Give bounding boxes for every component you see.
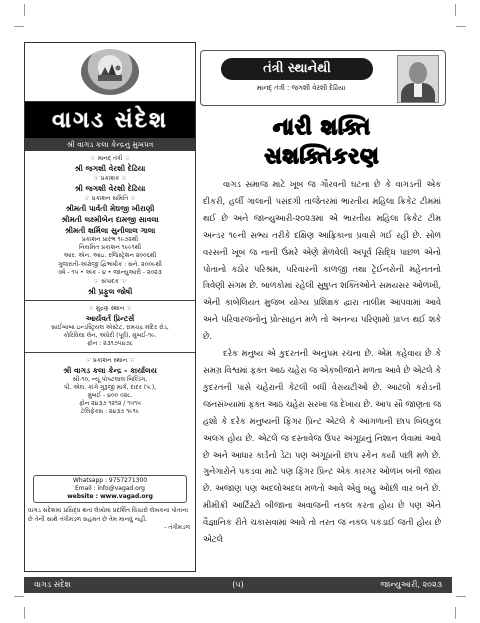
logo-area — [25, 43, 195, 102]
credit-name: શ્રી જગશી વેરશી દેઢિયા — [74, 184, 146, 193]
article-paragraph: વાગડ સમાજ માટે ખૂબ જ ગૌરવની ઘટના છે કે વાગડની એક દીકરી, હર્લી ગાલાની પસંદગી તાજેતરમાં ભારતીય મહિલા ક્રિકેટ ટીમમાં થઈ છે અને જાન્યુઆરી-૨૦૨૩માં એ ભારતીય મહિલા ક્રિકેટ ટીમ અન્ડર ૧૯ની સભ્ય તરીકે દક્ષિણ આફ્રિકાના પ્રવાસે ગઈ રહી છે. સોળ વરસની ખૂબ જ નાની ઉંમરે એણે મેળવેલી અપૂર્વ સિદ્ધિ પાછળ એનો પોતાનો કઠોર પરિશ્રમ, પરિવારની કાળજી તથા ટ્રેઈનરોની મહેનતનો ત્રિવેણી સંગમ છે. બાળકોમાં રહેલી સુષુપ્ત શક્તિઓને સમયસર ઓળખી, એની કાબેલિયત મુજબ યોગ્ય પ્રશિક્ષક દ્વારા તાલીમ આપવામાં આવે અને પરિવારજનોનું પ્રોત્સાહન મળે તો અનન્ય પરિણામો પ્રાપ્ત થઈ શકે છે. — [203, 179, 441, 342]
credit-caption: ☞ માનદ્ તંત્રી ☜ — [90, 155, 130, 162]
publisher-address: મુંબઈ - ૪૦૦ ૦૨૮. — [87, 392, 133, 400]
article-headline-line1: નારી શક્તિ — [272, 114, 372, 139]
masthead-subtitle: શ્રી વાગડ કલા કેન્દ્રનું મુખપત્ર — [25, 138, 195, 151]
printer-address: કોરિવિલા લેન, અંધેરી (પૂર્વ), મુંબઈ-૧૯. — [63, 332, 157, 340]
registration-line: નિયમિત પ્રકાશન ૧૯૯૧થી — [78, 244, 142, 252]
disclaimer — [28, 507, 190, 533]
divider — [25, 352, 195, 353]
photo-collar — [414, 83, 422, 97]
printer-caption: ☞ મુદ્રણ સ્થાન ☜ — [88, 305, 132, 313]
footer-magazine-name: વાગડ સંદેશ — [34, 580, 71, 589]
credit-name: શ્રી જગશી વેરશી દેઢિયા — [74, 164, 146, 173]
editor-caption: ☞ સંપાદક ☜ — [93, 278, 127, 286]
divider — [25, 300, 195, 301]
masthead-title: વાગડ સંદેશ — [25, 102, 195, 138]
publisher-phone: ફોન ૨૪૩૭ ૧૨૧૨ / ૧૫૧૫ — [78, 400, 141, 408]
committee-member: શ્રીમતી લક્ષ્મીબેન દામજી સાવલા — [61, 215, 159, 224]
page-number: (૫) — [232, 580, 244, 589]
whatsapp-number: Whatsapp : 9757271300 — [72, 477, 148, 484]
issue-line: વર્ષ - ૧૫ • અંક - ૪ • જાન્યુઆરી - ૨૦૨૩ — [58, 268, 162, 276]
crop-mark — [455, 607, 456, 619]
publisher-telefax: ટેલિફેક્સ : ૨૪૩૭ ૧૯૧૯ — [80, 408, 140, 416]
committee-member: શ્રીમતી શર્મિલા સુનીલાલ ગાલા — [64, 226, 156, 235]
photo-head — [409, 62, 427, 84]
committee-member: શ્રીમતી પાર્વતી મેઘજી ખીરાણી — [65, 204, 155, 213]
publisher-name: શ્રી વાગડ કલા કેન્દ્ર - કાર્યાલય — [63, 365, 157, 375]
contact-box — [33, 475, 187, 503]
disclaimer-signature: - તંત્રીમંડળ — [164, 524, 190, 531]
registration-line: ગુજરાતી-અંગ્રેજી દ્વિભાષીક : સને. ૨૦૦૯થી — [58, 260, 162, 268]
disclaimer-text: વાગડ સંદેશમાં પ્રસિદ્ધ થતાં લેખોમાં પ્રદર્શિત વિચારો લેખકના પોતાના છે તેની સાથે તંત્રીમંડળ સહમત છે તેમ માનવું નહીં. — [28, 507, 189, 523]
article-body — [203, 176, 441, 548]
publisher-caption: ☞ પ્રકાશન સ્થાન ☜ — [85, 356, 135, 364]
editorial-title: તંત્રી સ્થાનેથી — [221, 58, 373, 80]
publisher-address: પી. એલ. કાંગે ગુરૂજી માર્ગ, દાદર (પ.), — [63, 383, 157, 391]
editor-name: શ્રી પ્રફુલ જોષી — [87, 287, 133, 297]
crop-mark — [14, 596, 24, 611]
registration-line: આર. એન. આઇ. રજિસ્ટ્રેશન ૨૦૦૬થી — [63, 252, 157, 260]
crop-mark — [456, 12, 466, 27]
credits-block — [25, 151, 195, 417]
crop-mark — [14, 12, 24, 27]
editorial-header — [200, 50, 446, 106]
crop-mark — [455, 4, 456, 16]
printer-address: સાઈબાબા ઇન્ડસ્ટ્રિયલ એસ્ટેટ, રામચંદ્ર મંદિર રોડ, — [51, 324, 169, 332]
article-paragraph: દરેક મનુષ્ય એ કુદરતની અનુપમ રચના છે. એમ કહેવાય છે કે સમગ્ર વિશ્વમાં ફક્ત આઠ ચહેરા જ એકબીજાને મળતા આવે છે એટલે કે કુદરતની પાસે ચહેરાની કેટલી બધી વેરાયટીઓ છે. આટલો કરોડની જનસંખ્યામાં ફક્ત આઠ ચહેરા સરખા જ દેખાય છે. આપ સૌ જાણતા જ હશો કે દરેક મનુષ્યની ફિંગર પ્રિન્ટ એટલે કે આંગળાની છાપ બિલકુલ અલગ હોય છે. એટલે જ દસ્તાવેજ ઉપર અંગૂઠાનું નિશાન લેવામાં આવે છે અને આધાર કાર્ડનો ડેટા પણ અંગૂઠાની છાપ સ્કેન કર્યા પછી મળે છે. ગુનેગારોને પકડવા માટે પણ ફિંગર પ્રિન્ટ એક કારગર ઓળખ બની જાય છે. અજાણ પણ અદલોઅદલ મળતો આવે એવું બહુ ઓછી વાર બને છે. મીમીક્રી આર્ટિસ્ટો બીજાના અવાજની નકલ કરતા હોય છે પણ એને વૈજ્ઞાનિક રીતે ચકાસવામાં આવે તો તરત જ નકલ પકડાઈ જતી હોય છે એટલે — [203, 348, 441, 545]
printer-name: આર્યવર્ત પ્રિન્ટર્સ — [85, 314, 135, 324]
crop-mark — [24, 4, 25, 16]
registration-line: પ્રકાશન પ્રારંભ ૧૯૭૨થી — [81, 236, 139, 243]
editorial-byline: માનદ્ તંત્રી : જગશી વેરશી દેઢિયા — [256, 84, 346, 92]
article-headline-line2: સશક્તિકરણ — [264, 143, 380, 168]
editor-photo — [397, 55, 439, 103]
crop-mark — [456, 596, 466, 611]
email-link[interactable]: Email : info@vagad.org — [74, 485, 145, 492]
credit-caption: ☞ પ્રકાશક ☜ — [93, 175, 127, 182]
footer-issue-date: જાન્યુઆરી, ૨૦૨૩ — [380, 580, 442, 589]
vagad-emblem-icon — [81, 49, 139, 95]
credit-caption: ☞ પ્રકાશન સમિતિ ☜ — [84, 195, 136, 202]
printer-phone: ફોન : ૨૩૧૭૫૪૭૮ — [87, 340, 133, 348]
emblem-figure-icon — [96, 61, 124, 83]
publisher-address: સી-૧૦, ન્યૂ પોપટલાલ બિલ્ડિંગ, — [72, 375, 148, 383]
website-link[interactable]: website : www.vagad.org — [67, 493, 153, 500]
crop-mark — [24, 607, 25, 619]
page-footer — [24, 577, 452, 593]
